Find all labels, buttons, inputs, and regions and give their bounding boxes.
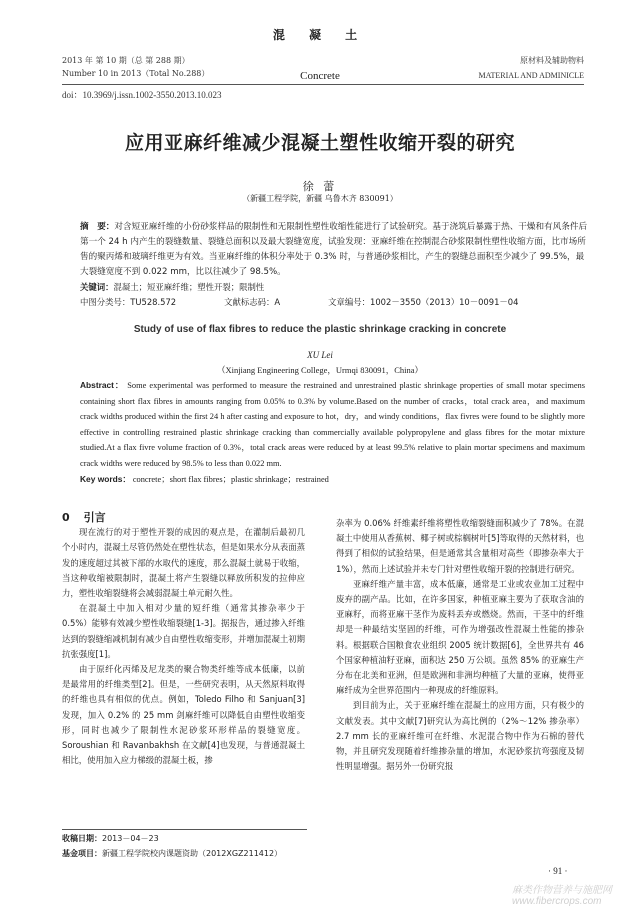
article-no-label: 文章编号：: [328, 297, 370, 307]
classification-line: [80, 295, 590, 310]
body-right-column: [336, 516, 584, 774]
received-line: [62, 831, 307, 846]
issue-info-zh: 2013 年 第 10 期（总 第 288 期）: [62, 56, 190, 65]
section-name-en: MATERIAL AND ADMINICLE: [478, 71, 584, 80]
paragraph: 由于原纤化丙烯及尼龙类的聚合物类纤维等成本低廉，以前是最常用的纤维类型[2]。但是，一些研究表明，从天然原料取得的纤维也具有相似的优点。例如，Toledo Filho 和 Sanjuan[3] 发现，加入 0.2% 的 25 mm 剑麻纤维可以降低自由塑性收缩变形，同时也减少了限制性水泥砂浆环形样品的裂缝宽度。Soroushian 和 Ravanbakhsh 在文献[4]也发现，与普通混凝土相比，使用加入应力梯级的混凝土板，掺: [62, 664, 305, 766]
keywords-zh: 混凝土；短亚麻纤维；塑性开裂；限制性: [113, 282, 265, 292]
paragraph: 现在流行的对于塑性开裂的成因的观点是，在灌制后最初几个小时内，混凝土尽管仍然处在塑性状态，但是如果水分从表面蒸发的速度超过其被下部的水取代的速度，那么混凝土就易于收缩，当这种收缩被限制时，混凝土将产生裂缝以释放所积发的拉伸应力，塑性收缩裂缝将会减弱混凝土单元耐久性。: [62, 527, 305, 599]
section-name-zh: 原材料及辅助物料: [520, 56, 584, 65]
issue-info-en: Number 10 in 2013（Total No.288）: [62, 69, 210, 78]
footnote-rule: [62, 829, 307, 830]
clc-value: TU528.572: [130, 297, 177, 307]
section-number: 0: [62, 511, 70, 524]
abstract-en-label: Abstract：: [80, 380, 125, 390]
doc-code-label: 文献标志码：: [224, 297, 275, 307]
body-left-column: [62, 510, 305, 768]
abstract-zh-text: 对含短亚麻纤维的小份砂浆样品的限制性和无限制性塑性收缩性能进行了试验研究。基于浇筑后暴露于热、干燥和有风条件后第一个 24 h 内产生的裂缝数量、裂缝总面积以及最大裂缝宽度，试验发现：亚麻纤维在控制混合砂浆限制性塑性收缩方面，比市场所售的聚丙烯和玻璃纤维更为有效。当亚麻纤维的体积分率处于 0.3% 时，与普通砂浆相比，产生的裂缝总面积至少减少了 99.5%，最大裂缝宽度不到 0.022 mm，比以往减少了 98.5%。: [80, 222, 588, 277]
paragraph: 在混凝土中加入相对少量的短纤维（通常其掺杂率少于 0.5%）能够有效减少塑性收缩裂缝[1-3]。据报告，通过掺入纤维达到的裂缝缩减机制有减少自由塑性收缩变形，并增加混凝土初期抗张强度[1]。: [62, 603, 305, 659]
header-rule: [62, 84, 584, 85]
received-date: 2013－04－23: [102, 834, 159, 843]
journal-name-zh: 混 凝 土: [272, 28, 368, 42]
keywords-zh-line: [80, 280, 590, 295]
fund-label: 基金项目：: [62, 849, 102, 858]
affiliation-zh: （新疆工程学院，新疆 乌鲁木齐 830091）: [242, 194, 398, 203]
article-no-value: 1002－3550（2013）10－0091－04: [370, 297, 519, 307]
paper-title-en: Study of use of flax fibres to reduce the plastic shrinkage cracking in concrete: [133, 324, 507, 335]
doi: doi：10.3969/j.issn.1002-3550.2013.10.023: [62, 90, 222, 100]
section-title: 引言: [83, 511, 106, 524]
footnote: [62, 831, 307, 861]
doc-code-value: A: [274, 297, 281, 307]
paragraph: 到目前为止，关于亚麻纤维在混凝土的应用方面，只有极少的文献发表。其中文献[7]研究认为高比例的（2%～12% 掺杂率）2.7 mm 长的亚麻纤维可在纤维、水泥混合物中作为石棉的替代物，并且研究发现随着纤维掺杂量的增加，水泥砂浆抗弯强度及韧性明显增强。据另外一份研究报: [336, 700, 584, 772]
paper-title-zh: 应用亚麻纤维减少混凝土塑性收缩开裂的研究: [124, 132, 515, 154]
abstract-en: [80, 378, 585, 487]
author-en: XU Lei: [307, 350, 333, 360]
keywords-zh-label: 关键词：: [80, 282, 114, 292]
keywords-en-label: Key words：: [80, 473, 131, 484]
fund-line: [62, 846, 307, 861]
paragraph: 杂率为 0.06% 纤维素纤维将塑性收缩裂缝面积减少了 78%。在混凝土中使用从香蕉树、椰子树或棕榈树叶[5]等取得的天然材料，也得到了相似的试验结果，但是通常其含量相对高些（即掺杂率大于 1%），然而上述试验并未专门针对塑性收缩开裂的控制进行研究。: [336, 518, 584, 574]
watermark: 麻类作物营养与施肥网 www.fibercrops.com: [512, 885, 612, 907]
keywords-en-line: [80, 472, 585, 488]
author-zh: 徐 蕾: [302, 180, 338, 193]
page-number: · 91 ·: [548, 866, 568, 876]
journal-name-en: Concrete: [300, 70, 340, 82]
abstract-zh: [80, 220, 590, 310]
paragraph: 亚麻纤维产量丰富，成本低廉，通常是工业或农业加工过程中废弃的副产品。比如，在许多国家，种植亚麻主要为了获取含油的亚麻籽，而将亚麻干茎作为废料丢弃或燃烧。然而，干茎中的纤维却是一种最结实坚固的纤维，可作为增强改性混凝土性能的掺杂料。根据联合国粮食农业组织 2005 统计数据[6]，全世界共有 46 个国家种植油籽亚麻，面积达 250 万公顷。虽然 85% 的亚麻生产分布在北美和亚洲，但是欧洲和非洲均种植了大量的亚麻，使得亚麻纤成为全世界范围内一种现成的纤维原料。: [336, 578, 584, 696]
affiliation-en: （Xinjiang Engineering College，Urmqi 830091，China）: [216, 365, 424, 375]
abstract-en-text: Some experimental was performed to measure the restrained and unrestrained plastic shrinkage properties of small motar specimens containing short flax fibres in amounts ranging from 0.05% to 0.3% by volume.Based on the number of cracks，total crack area，and maximum crack widths produced within the first 24 h after casting and exposure to hot，dry，and windy conditions，flax fivres were found to be slightly more effective in controlling restrained plastic shrinkage cracking than commercially available polypropylene and glass fibres for the motar mixture studied.At a flax fivre volume fraction of 0.3%，total crack areas were reduced by at least 99.5% relative to plain mortar specimens and maximum crack widths were reduced by 98.5% to less than 0.022 mm.: [80, 381, 585, 468]
keywords-en: concrete；short flax fibres；plastic shrinkage；restrained: [132, 474, 329, 484]
section-heading: [62, 510, 305, 525]
clc-label: 中图分类号：: [80, 297, 131, 307]
fund-text: 新疆工程学院校内课题资助（2012XGZ211412）: [102, 849, 283, 858]
abstract-zh-label: 摘 要：: [80, 222, 115, 232]
received-label: 收稿日期：: [62, 834, 102, 843]
